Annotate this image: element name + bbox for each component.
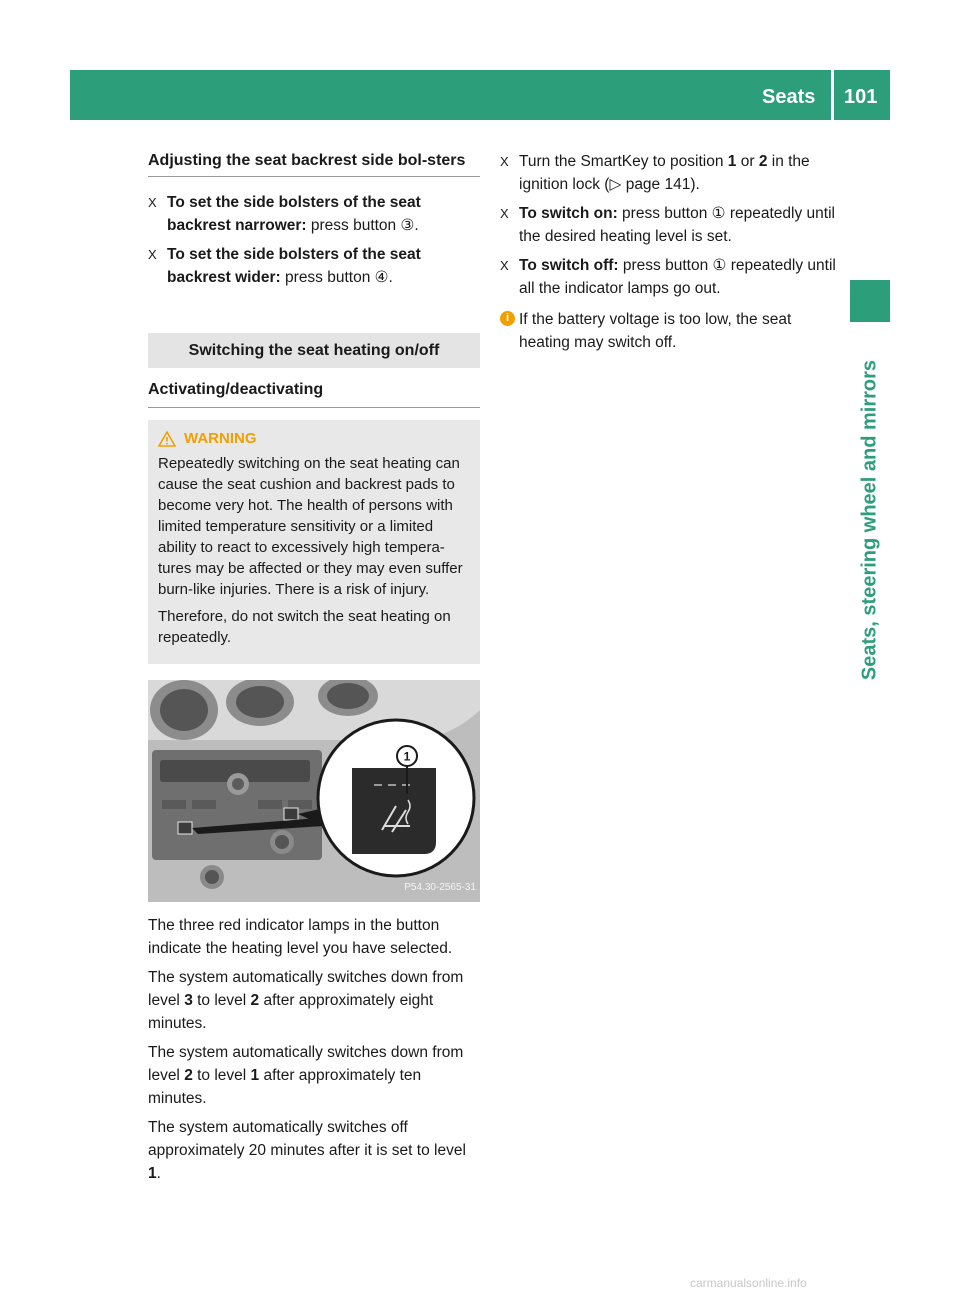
watermark: carmanualsonline.info	[690, 1276, 807, 1290]
info-note	[500, 308, 836, 354]
warning-triangle-icon	[158, 431, 176, 447]
dashboard-illustration	[148, 680, 480, 902]
body-paragraph: The system automatically switches down from level 2 to level 1 after approximately ten minutes.	[148, 1044, 464, 1107]
step-text: press button ① repeatedly until the desired heating level is set.	[519, 205, 835, 245]
warning-box	[148, 420, 480, 664]
step-bold-label: To switch off:	[519, 257, 619, 274]
instruction-step	[500, 202, 836, 248]
step-text: press button ① repeatedly until all the indicator lamps go out.	[519, 257, 836, 297]
chapter-side-label: Seats, steering wheel and mirrors	[858, 359, 881, 681]
left-column	[148, 150, 480, 1191]
instruction-step	[148, 243, 480, 289]
info-icon: i	[500, 311, 515, 326]
step-arrow-icon: X	[500, 154, 509, 169]
body-paragraph: The three red indicator lamps in the button indicate the heating level you have selected.	[148, 917, 453, 957]
warning-text: Therefore, do not switch the seat heating on repeatedly.	[158, 608, 451, 646]
step-text: press button ④.	[285, 269, 393, 286]
seat-heating-button-photo	[148, 680, 480, 902]
instruction-step	[148, 191, 480, 237]
chapter-tab	[850, 280, 890, 322]
step-text: press button ③.	[310, 217, 419, 234]
subheading-activating: Activating/deactivating	[148, 378, 480, 408]
section-title-header: Seats	[762, 86, 816, 108]
instruction-step	[500, 254, 836, 300]
page-reference-link[interactable]: ▷ page 141).	[609, 176, 700, 193]
heading-side-bolsters: Adjusting the seat backrest side bol-sters	[148, 150, 480, 177]
note-text: If the battery voltage is too low, the seat heating may switch off.	[519, 311, 792, 351]
step-arrow-icon: X	[500, 258, 509, 273]
body-paragraph: The system automatically switches off approximately 20 minutes after it is set to level 1.	[148, 1119, 466, 1182]
warning-text: Repeatedly switching on the seat heating can cause the seat cushion and backrest pads to become very hot. The health of persons with limited temperature sensitivity or a limited ability to react to excessively high tempera-tures may be affected or they may even suffer burn-like injuries. There is a risk of injury.	[158, 455, 463, 598]
header-divider	[831, 70, 834, 120]
page-number: 101	[844, 86, 878, 108]
step-bold-label: To switch on:	[519, 205, 618, 222]
step-arrow-icon: X	[148, 247, 157, 262]
step-bold-label: To set the side bolsters of the seat backrest wider:	[167, 246, 421, 286]
warning-label: WARNING	[184, 430, 257, 447]
step-arrow-icon: X	[500, 206, 509, 221]
figure-code: P54.30-2565-31	[404, 882, 476, 893]
body-paragraph: The system automatically switches down from level 3 to level 2 after approximately eight minutes.	[148, 969, 464, 1032]
right-column	[500, 150, 836, 354]
step-bold-label: To set the side bolsters of the seat backrest narrower:	[167, 194, 421, 234]
section-heading-seat-heating: Switching the seat heating on/off	[148, 333, 480, 368]
step-arrow-icon: X	[148, 195, 157, 210]
callout-number: 1	[403, 749, 411, 764]
instruction-step: X Turn the SmartKey to position 1 or 2 in the ignition lock (▷ page 141).	[500, 150, 836, 196]
warning-title	[158, 428, 472, 449]
